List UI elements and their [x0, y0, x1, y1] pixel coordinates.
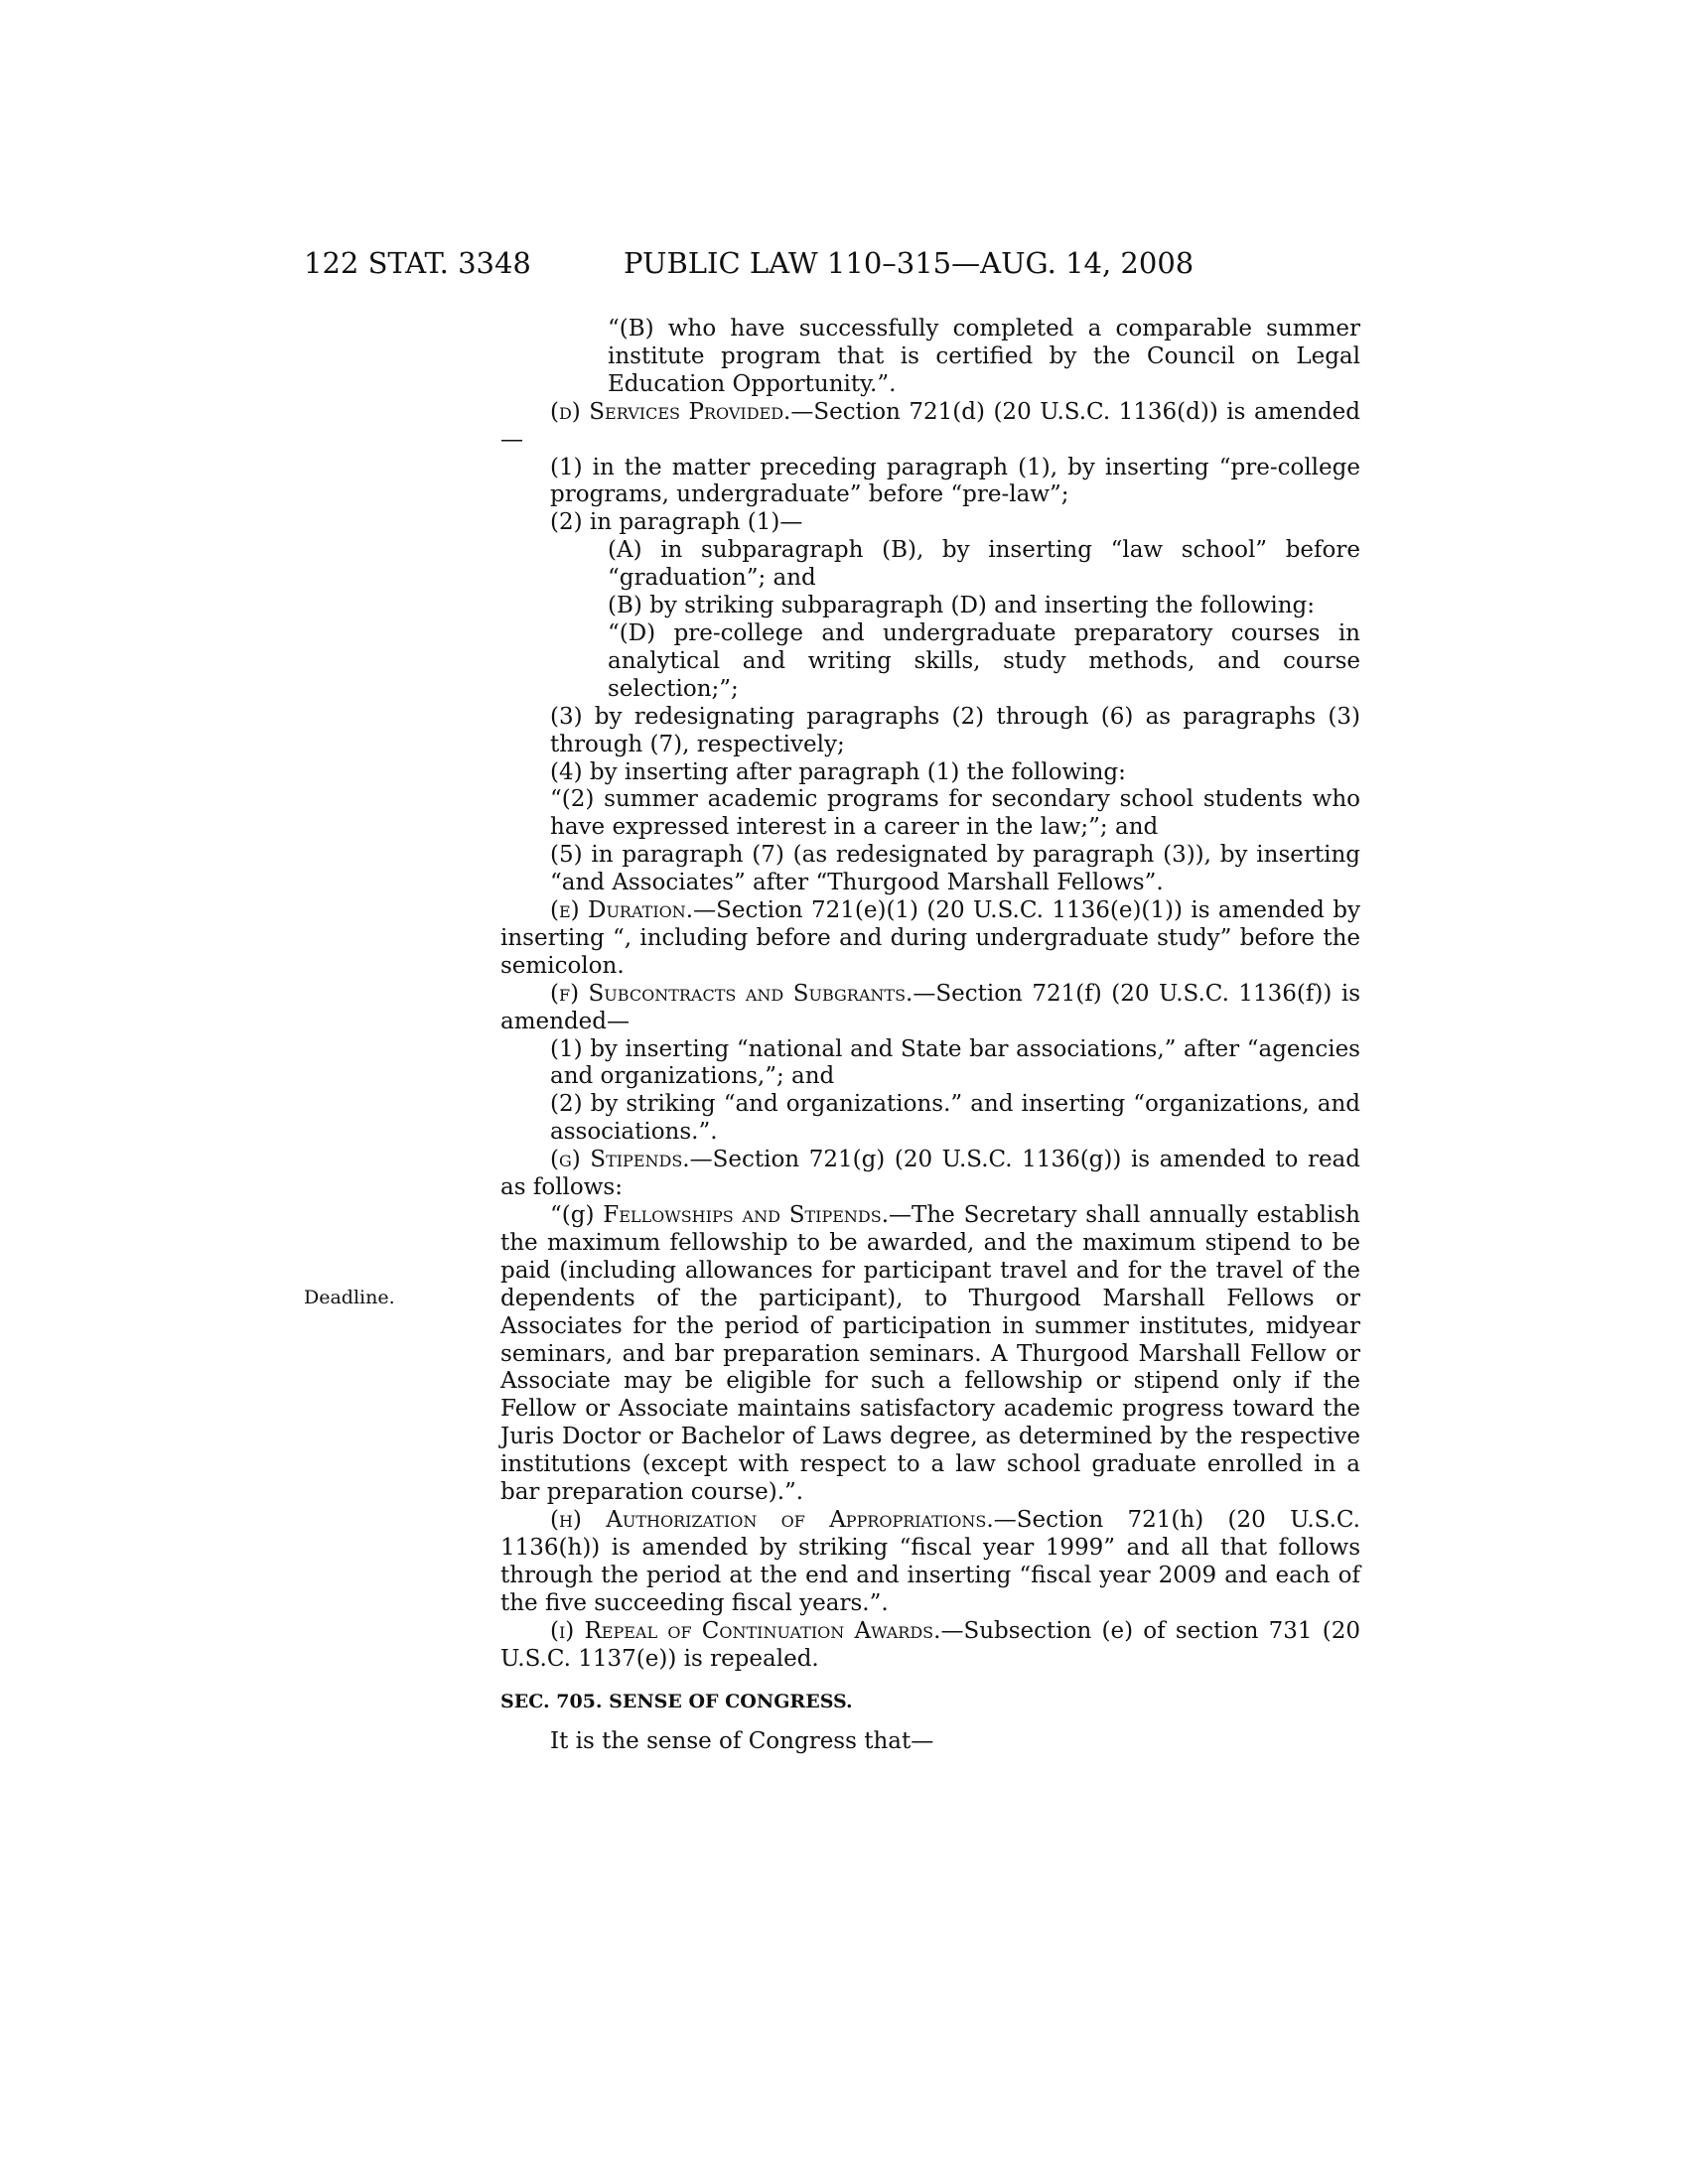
margin-note: Deadline.	[304, 1287, 395, 1308]
subparagraph-item: (B) by striking subparagraph (D) and inserting the following:	[608, 593, 1315, 619]
subsection-heading: (f) Subcontracts and Subgrants.	[550, 980, 914, 1007]
subsection-f	[500, 981, 1360, 1036]
statute-page-number: 122 STAT. 3348	[304, 246, 531, 280]
paragraph-item: (3) by redesignating paragraphs (2) through (6) as paragraphs (3) through (7), respectively;	[550, 703, 1360, 757]
subparagraph-item: (A) in subparagraph (B), by inserting “law school” before “graduation”; and	[608, 537, 1360, 592]
document-body	[500, 316, 1360, 1756]
subsection-h	[500, 1507, 1360, 1618]
section-intro: It is the sense of Congress that—	[550, 1728, 934, 1755]
subsection-d	[500, 399, 1360, 455]
paragraph-item: (2) by striking “and organizations.” and inserting “organizations, and associations.”.	[550, 1091, 1360, 1146]
paragraph-item: (5) in paragraph (7) (as redesignated by paragraph (3)), by inserting “and Associates” after “Thurgood Marshall Fellows”.	[550, 842, 1360, 896]
subsection-text: —Section 721(g) (20 U.S.C. 1136(g)) is amended to read as follows:	[500, 1147, 1360, 1201]
subsection-e	[500, 897, 1360, 981]
subsection-heading: (e) Duration.	[550, 897, 694, 924]
subsection-heading: (d) Services Provided.	[550, 398, 791, 425]
subsection-text: —Subsection (e) of section 731 (20 U.S.C. 1137(e)) is repealed.	[500, 1617, 1360, 1672]
subsection-heading: (h) Authorization of Appropriations.	[550, 1506, 994, 1533]
subsection-text: —Section 721(h) (20 U.S.C. 1136(h)) is amended by striking “fiscal year 1999” and all that follows through the period at the end and inserting “fiscal year 2009 and each of the five succeeding fiscal years.”.	[500, 1506, 1360, 1616]
section-title: SEC. 705. SENSE OF CONGRESS.	[500, 1691, 853, 1713]
quoted-clause: “(2) summer academic programs for secondary school students who have expressed interest in a career in the law;”; and	[550, 786, 1360, 841]
subsection-text: —Section 721(f) (20 U.S.C. 1136(f)) is amended—	[500, 980, 1360, 1034]
subsection-heading: (g) Stipends.	[550, 1147, 690, 1173]
quoted-subsection-g	[500, 1202, 1360, 1507]
paragraph-item: (2) in paragraph (1)—	[550, 509, 803, 536]
subsection-i	[500, 1618, 1360, 1674]
quoted-clause: “(D) pre-college and undergraduate preparatory courses in analytical and writing skills, study methods, and course selection;”;	[608, 619, 1360, 702]
public-law-title: PUBLIC LAW 110–315—AUG. 14, 2008	[624, 246, 1195, 280]
subsection-text: —Section 721(d) (20 U.S.C. 1136(d)) is amended—	[500, 398, 1360, 453]
paragraph-item: (4) by inserting after paragraph (1) the following:	[550, 758, 1126, 785]
clause-b-continuation: “(B) who have successfully completed a comparable summer institute program that is certified by the Council on Legal Education Opportunity.”.	[608, 316, 1360, 397]
paragraph-item: (1) in the matter preceding paragraph (1), by inserting “pre-college programs, undergraduate” before “pre-law”;	[550, 454, 1360, 508]
subsection-text: —Section 721(e)(1) (20 U.S.C. 1136(e)(1)) is amended by inserting “, including before and during undergraduate study” before the semicolon.	[500, 897, 1361, 979]
subsection-g	[500, 1147, 1360, 1202]
subsection-heading: (i) Repeal of Continuation Awards.	[550, 1617, 941, 1644]
paragraph-item: (1) by inserting “national and State bar associations,” after “agencies and organizations,”; and	[550, 1035, 1360, 1090]
subsection-heading: Fellowships and Stipends.	[603, 1202, 890, 1228]
subsection-text: —The Secretary shall annually establish the maximum fellowship to be awarded, and the maximum stipend to be paid (including allowances for participant travel and for the travel of the dependents of the participant), to Thurgood Marshall Fellows or Associates for the period of participation in summer institutes, midyear seminars, and bar preparation seminars. A Thurgood Marshall Fellow or Associate may be eligible for such a fellowship or stipend only if the Fellow or Associate maintains satisfactory academic progress toward the Juris Doctor or Bachelor of Laws degree, as determined by the respective institutions (except with respect to a law school graduate enrolled in a bar preparation course).”.	[500, 1202, 1360, 1506]
page-header	[0, 246, 1688, 286]
quote-prefix: “(g)	[550, 1202, 604, 1228]
